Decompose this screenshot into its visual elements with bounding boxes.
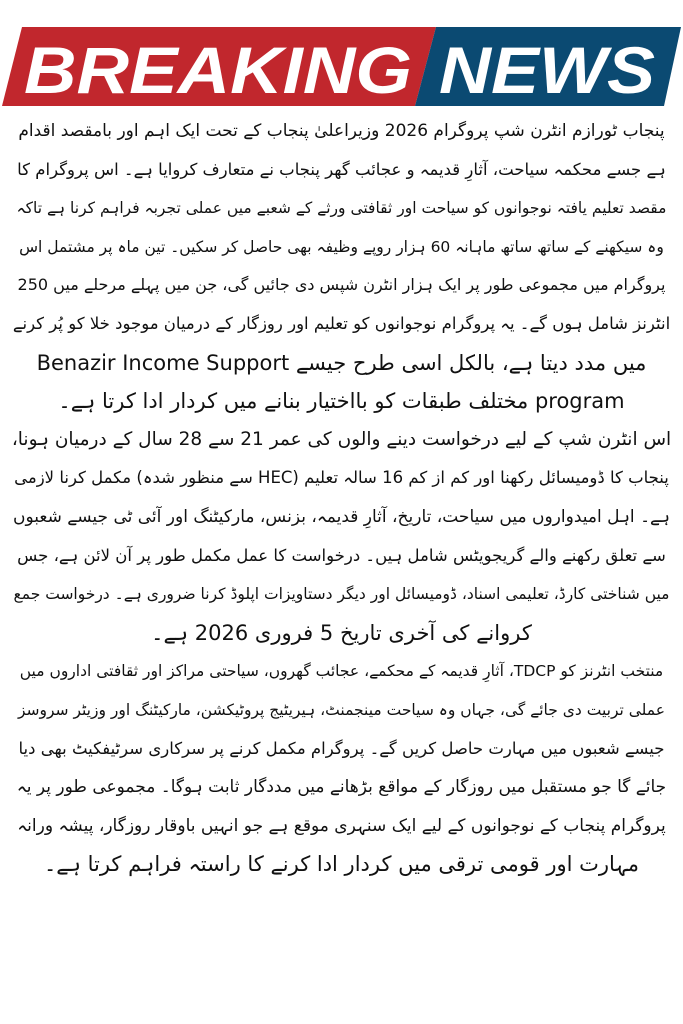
text-line: کروانے کی آخری تاریخ 5 فروری 2026 ہے۔ — [151, 620, 532, 645]
paragraph-intro — [10, 112, 673, 421]
breaking-news-banner — [0, 20, 683, 110]
text-line: ہے۔ اہل امیدواروں میں سیاحت، تاریخ، آثارِ قدیمہ، بزنس، مارکیٹنگ اور آئی ٹی جیسے شعبوں — [13, 506, 670, 527]
text-line: سے تعلق رکھنے والے گریجویٹس شامل ہیں۔ درخواست کا عمل مکمل طور پر آن لائن ہے، جس — [17, 545, 666, 565]
text-line: مقصد تعلیم یافتہ نوجوانوں کو سیاحت اور ثقافتی ورثے کے شعبے میں عملی تجربہ فراہم کرنا ہے تاکہ — [16, 199, 667, 218]
text-line: پروگرام پنجاب کے نوجوانوں کے لیے ایک سنہری موقع ہے جو انہیں باوقار روزگار، پیشہ ورانہ — [17, 815, 666, 836]
text-line: اس انٹرن شپ کے لیے درخواست دینے والوں کی عمر 21 سے 28 سال کے درمیان ہونا، — [11, 428, 672, 450]
text-line: مہارت اور قومی ترقی میں کردار ادا کرنے کا راستہ فراہم کرتا ہے۔ — [43, 852, 640, 877]
text-line: منتخب انٹرنز کو TDCP، آثارِ قدیمہ کے محکمے، عجائب گھروں، سیاحتی مراکز اور ثقافتی اداروں میں — [19, 662, 664, 681]
text-line: پنجاب ٹورازم انٹرن شپ پروگرام 2026 وزیراعلیٰ پنجاب کے تحت ایک اہم اور بامقصد اقدام — [18, 121, 665, 141]
paragraph-eligibility — [10, 421, 673, 653]
text-line: وہ سیکھنے کے ساتھ ساتھ ماہانہ 60 ہزار روپے وظیفہ بھی حاصل کر سکیں۔ تین ماہ پر مشتمل اس — [19, 237, 664, 256]
text-line: جیسے شعبوں میں مہارت حاصل کریں گے۔ پروگرام مکمل کرنے پر سرکاری سرٹیفکیٹ بھی دیا — [18, 738, 665, 758]
text-line: میں شناختی کارڈ، تعلیمی اسناد، ڈومیسائل اور دیگر دستاویزات اپلوڈ کرنا ضروری ہے۔ درخواست جمع — [13, 585, 670, 604]
text-line: program مختلف طبقات کو بااختیار بنانے میں کردار ادا کرتا ہے۔ — [58, 389, 625, 414]
text-line: جائے گا جو مستقبل میں روزگار کے مواقع بڑھانے میں مددگار ثابت ہوگا۔ مجموعی طور پر یہ — [16, 777, 667, 798]
text-line: عملی تربیت دی جائے گی، جہاں وہ سیاحت مینجمنٹ، ہیریٹیج پروٹیکشن، مارکیٹنگ اور وزیٹر سروسز — [17, 700, 666, 719]
text-line: پروگرام میں مجموعی طور پر ایک ہزار انٹرن شپس دی جائیں گی، جن میں پہلے مرحلے میں 250 — [17, 275, 666, 295]
banner-graphic — [0, 20, 683, 110]
banner-word-news: NEWS — [439, 33, 655, 107]
text-line: پنجاب کا ڈومیسائل رکھنا اور کم از کم 16 سالہ تعلیم (HEC سے منظور شدہ) مکمل کرنا لازمی — [14, 468, 669, 488]
text-line: ہے جسے محکمہ سیاحت، آثارِ قدیمہ و عجائب گھر پنجاب نے متعارف کروایا ہے۔ اس پروگرام کا — [17, 159, 666, 179]
banner-word-breaking: BREAKING — [24, 33, 412, 107]
text-line: میں مدد دیتا ہے، بالکل اسی طرح جیسے Benazir Income Support — [36, 350, 647, 375]
article-body — [10, 112, 673, 884]
text-line: انٹرنز شامل ہوں گے۔ یہ پروگرام نوجوانوں کو تعلیم اور روزگار کے درمیان موجود خلا کو پُر کرنے — [12, 313, 671, 333]
paragraph-training — [10, 652, 673, 884]
